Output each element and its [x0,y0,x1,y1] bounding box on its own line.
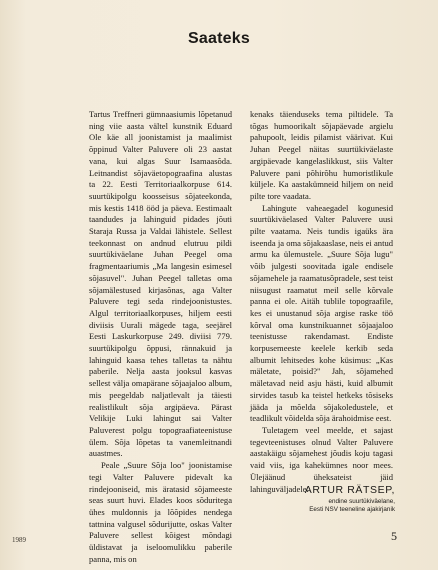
paragraph: Tuletagem veel meelde, et sajast tegevteenistuses olnud Valter Paluvere aastakäigu sõjamehest jõudis koju tagasi vaid viis, iga kahekümnes noor mees. Ülejäänud üheksateist jäid lahinguväljadele. [250,424,393,494]
page-number: 5 [391,529,397,543]
paragraph: Peale „Suure Sõja loo" joonistamise tegi Valter Paluvere pidevalt ka rindejooniseid, mis äratasid sõjameeste seas suurt huvi. Elades koos sõduritega ühes muldonnis ja lõõpides nendega tattnina valgusel sõdurijutte, oskas Valter Paluvere sellest kõigest mõndagi üldistavat ja iseloomulikku paberile panna, mis on [89,460,232,564]
author-role-line: endine suurtükiväelane, [328,498,395,505]
paragraph: Tartus Treffneri gümnaasiumis lõpetanud ning viie aasta vältel kunstnik Eduard Ole käe all joonistamist ja maalimist õppinud Valter Paluvere oli 23 aastat vana, kui algas Suur Isamaasõda. Leitnandist sõjaväetopograafina alustas ta 22. Eesti Territoriaalkorpuse 614. suurtükipolgu koosseisus sõjateekonda, mis kestis 1418 ööd ja päeva. Eestimaalt taandudes ja lahinguid pidades jõuti Staraja Russa ja Valdai lähistele. Sellest teekonnast on andnud elutruu pildi suurtükiväelane Juhan Peegel oma fragmentaariumis „Ma langesin esimesel sõjasuvel". Juhan Peegel talletas oma sõjamälestused kirjasõnas, aga Valter Paluvere tegi seda rindejoonistustes. Algul territoriaalkorpuses, hiljem eesti diviisis Uurali mägede taga, seejärel Eesti Laskurkorpuse 249. diviisi 779. suurtükipolgu õppusi, rännakuid ja lahinguid kaasa tehes talletas ta nähtu paberile. Nelja aasta jooksul kasvas sellest välja omapärane sõjaajaloo album, mis peegeldab naljatlevalt ja täiesti realistlikult sõja argipäeva. Pärast Velikije Luki lahingut sai Valter Paluverest polgu topograafiateenistuse ülem. Sõja lõpetas ta vanemleitnandi auastmes. [89,109,232,459]
text-column-right [250,109,393,495]
paragraph: kenaks täienduseks tema piltidele. Ta tõgas humoorikalt sõjapäevade argielu pahupoolt, leidis pilamist väärivat. Kui Juhan Peegel näitas suurtükiväelaste argipäevade kangelaslikkust, siis Valter Paluvere pani põhirõhu humoristlikule küljele. Ka aastakümneid hiljem on neid pilte tore vaadata. [250,109,393,201]
author-signature [250,484,395,514]
year-mark: 1989 [12,536,26,544]
author-role-line: Eesti NSV teeneline ajakirjanik [309,506,395,513]
author-role [250,498,395,514]
text-column-left [89,109,232,565]
author-name: ARTUR RÄTSEP, [304,484,395,496]
page-title: Saateks [188,30,250,47]
paragraph: Lahingute vaheaegadel kogunesid suurtükiväelased Valter Paluvere uusi pilte vaatama. Neis tundis igaüks ära iseenda ja oma sõjakaaslase, neis ei antud armu ka ülemustele. „Suure Sõja lugu" võib julgesti soovitada igale endisele sõjamehele ja raamatusõpradele, sest teist niisugust raamatut meil selle kõrvale panna ei ole. Aitäh tublile topograafile, kes ei unustanud sõja argise raske töö kõrval oma kunstnikuannet sõjaajaloo teenistusse rakendamast. Endiste korpusemeeste keelele kerkib seda albumit lehitsedes kohe küsimus: „Kas mäletate, poisid?" Jah, sõjamehed mäletavad neid asju hästi, kuid albumit sirvides tasub ka teistel hetkeks tõsiseks jääda ja mõelda sõjakoledustele, et teadlikult võidelda sõja ärahoidmise eest. [250,202,393,424]
